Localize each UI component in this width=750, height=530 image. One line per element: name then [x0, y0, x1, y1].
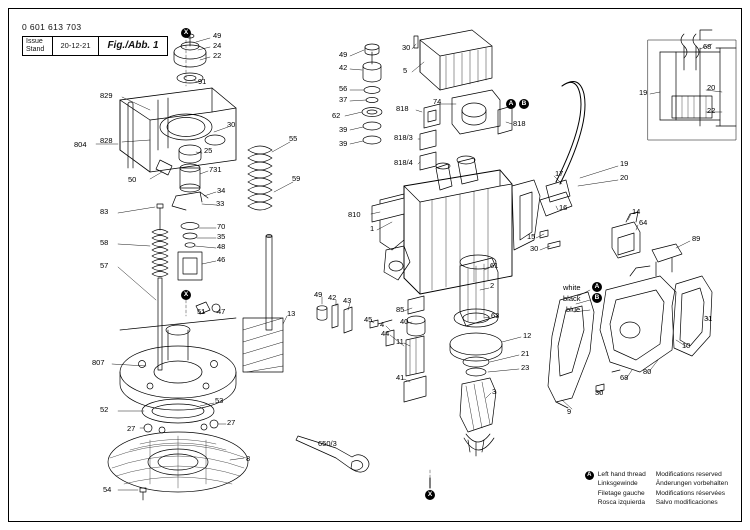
callout-30c: 30	[530, 244, 539, 253]
callout-27a: 27	[127, 424, 136, 433]
callout-43: 43	[343, 296, 352, 305]
callout-31: 31	[704, 314, 713, 323]
callout-91: 91	[198, 77, 207, 86]
callout-810: 810	[348, 210, 361, 219]
callout-13: 13	[287, 309, 296, 318]
callout-22: 22	[213, 51, 222, 60]
callout-57: 57	[100, 261, 109, 270]
callout-41: 41	[396, 373, 405, 382]
callout-20a: 20	[620, 173, 629, 182]
callout-807: 807	[92, 358, 105, 367]
callout-35: 35	[217, 232, 226, 241]
callout-47: 47	[217, 307, 226, 316]
callout-5: 5	[403, 66, 408, 75]
callout-64: 64	[639, 218, 648, 227]
legend-left-3: Filetage gauche	[597, 489, 645, 497]
callout-11: 11	[396, 337, 404, 346]
legend-left-2: Linksgewinde	[597, 480, 638, 488]
figure-cell: Fig./Abb. 1	[98, 36, 168, 56]
callout-62: 62	[332, 111, 341, 120]
callout-42b: 42	[328, 293, 337, 302]
callout-49c: 49	[314, 290, 323, 299]
callout-40: 40	[400, 317, 409, 326]
callout-3: 3	[492, 387, 497, 396]
callout-70: 70	[217, 222, 226, 231]
date-cell: 20-12-21	[52, 36, 98, 56]
callout-51: 51	[197, 307, 206, 316]
callout-45: 45	[364, 315, 373, 324]
legend-right-3: Modifications réservées	[655, 489, 726, 497]
callout-10: 10	[682, 341, 691, 350]
callout-68b: 68	[620, 373, 629, 382]
callout-89: 89	[692, 234, 701, 243]
mark-b-wire: B	[592, 293, 602, 303]
wire-label-blue: blue	[566, 305, 581, 314]
callout-49b: 49	[339, 50, 348, 59]
callout-818-3: 818/3	[394, 133, 413, 142]
callout-1: 1	[370, 224, 375, 233]
callout-44: 44	[381, 329, 390, 338]
callout-818-4: 818/4	[394, 158, 413, 167]
mark-a-brush: A	[506, 99, 516, 109]
callout-49a: 49	[213, 31, 222, 40]
callout-39a: 39	[339, 125, 348, 134]
legend-right-2: Änderungen vorbehalten	[655, 480, 728, 488]
callout-85: 85	[396, 305, 405, 314]
callout-46: 46	[217, 255, 226, 264]
callout-27b: 27	[227, 418, 236, 427]
callout-33: 33	[216, 199, 225, 208]
callout-17: 17	[555, 169, 564, 178]
callout-2: 2	[490, 281, 495, 290]
callout-63: 63	[491, 311, 500, 320]
callout-25: 25	[204, 146, 213, 155]
legend-right-4: Salvo modificaciones	[655, 499, 718, 507]
callout-39b: 39	[339, 139, 348, 148]
callout-24: 24	[213, 41, 222, 50]
mark-b-brush: B	[519, 99, 529, 109]
callout-68a: 68	[703, 42, 712, 51]
mark-x-bottom: X	[425, 490, 435, 500]
callout-61: 61	[490, 261, 499, 270]
callout-731: 731	[209, 165, 222, 174]
callout-80: 80	[643, 367, 652, 376]
issue-label: Issue	[26, 38, 43, 45]
callout-19a: 19	[620, 159, 629, 168]
callout-21: 21	[521, 349, 530, 358]
callout-828: 828	[100, 136, 113, 145]
callout-54: 54	[103, 485, 112, 494]
callout-34: 34	[217, 186, 226, 195]
callout-12: 12	[523, 331, 532, 340]
callout-53: 53	[215, 396, 224, 405]
callout-56: 56	[339, 84, 348, 93]
callout-8: 8	[246, 454, 251, 463]
callout-20b: 20	[707, 83, 716, 92]
callout-829: 829	[100, 91, 113, 100]
callout-9: 9	[567, 407, 572, 416]
callout-16: 16	[559, 203, 568, 212]
callout-4: 4	[380, 320, 385, 329]
legend-right-1: Modifications reserved	[655, 470, 722, 478]
callout-42a: 42	[339, 63, 348, 72]
callout-30d: 30	[595, 388, 604, 397]
callout-30b: 30	[402, 43, 411, 52]
part-number: 0 601 613 703	[22, 22, 82, 32]
callout-74: 74	[433, 97, 442, 106]
callout-15: 15	[527, 232, 536, 241]
callout-59: 59	[292, 174, 301, 183]
legend-left-1: Left hand thread	[597, 470, 646, 478]
legend-left-4: Rosca izquierda	[597, 499, 646, 507]
callout-83: 83	[100, 207, 109, 216]
callout-19b: 19	[639, 88, 648, 97]
callout-804: 804	[74, 140, 87, 149]
legend	[585, 470, 728, 508]
legend-bullet-icon: A	[585, 471, 594, 480]
stand-label: Stand	[26, 46, 45, 54]
callout-50: 50	[128, 175, 137, 184]
callout-23: 23	[521, 363, 530, 372]
callout-55: 55	[289, 134, 298, 143]
callout-650-3: 650/3	[318, 439, 337, 448]
callout-818a: 818	[396, 104, 409, 113]
legend-right-column	[656, 470, 728, 508]
callout-22b: 22	[707, 106, 716, 115]
mark-a-wire: A	[592, 282, 602, 292]
legend-left-column	[585, 470, 646, 508]
callout-30a: 30	[227, 120, 236, 129]
callout-48: 48	[217, 242, 226, 251]
callout-14: 14	[632, 207, 641, 216]
callout-37: 37	[339, 95, 348, 104]
mark-x-mid: X	[181, 290, 191, 300]
mark-x-top: X	[181, 28, 191, 38]
callout-52: 52	[100, 405, 109, 414]
callout-58: 58	[100, 238, 109, 247]
wire-label-black: black	[563, 294, 581, 303]
callout-818b: 818	[513, 119, 526, 128]
wire-label-white: white	[563, 283, 581, 292]
